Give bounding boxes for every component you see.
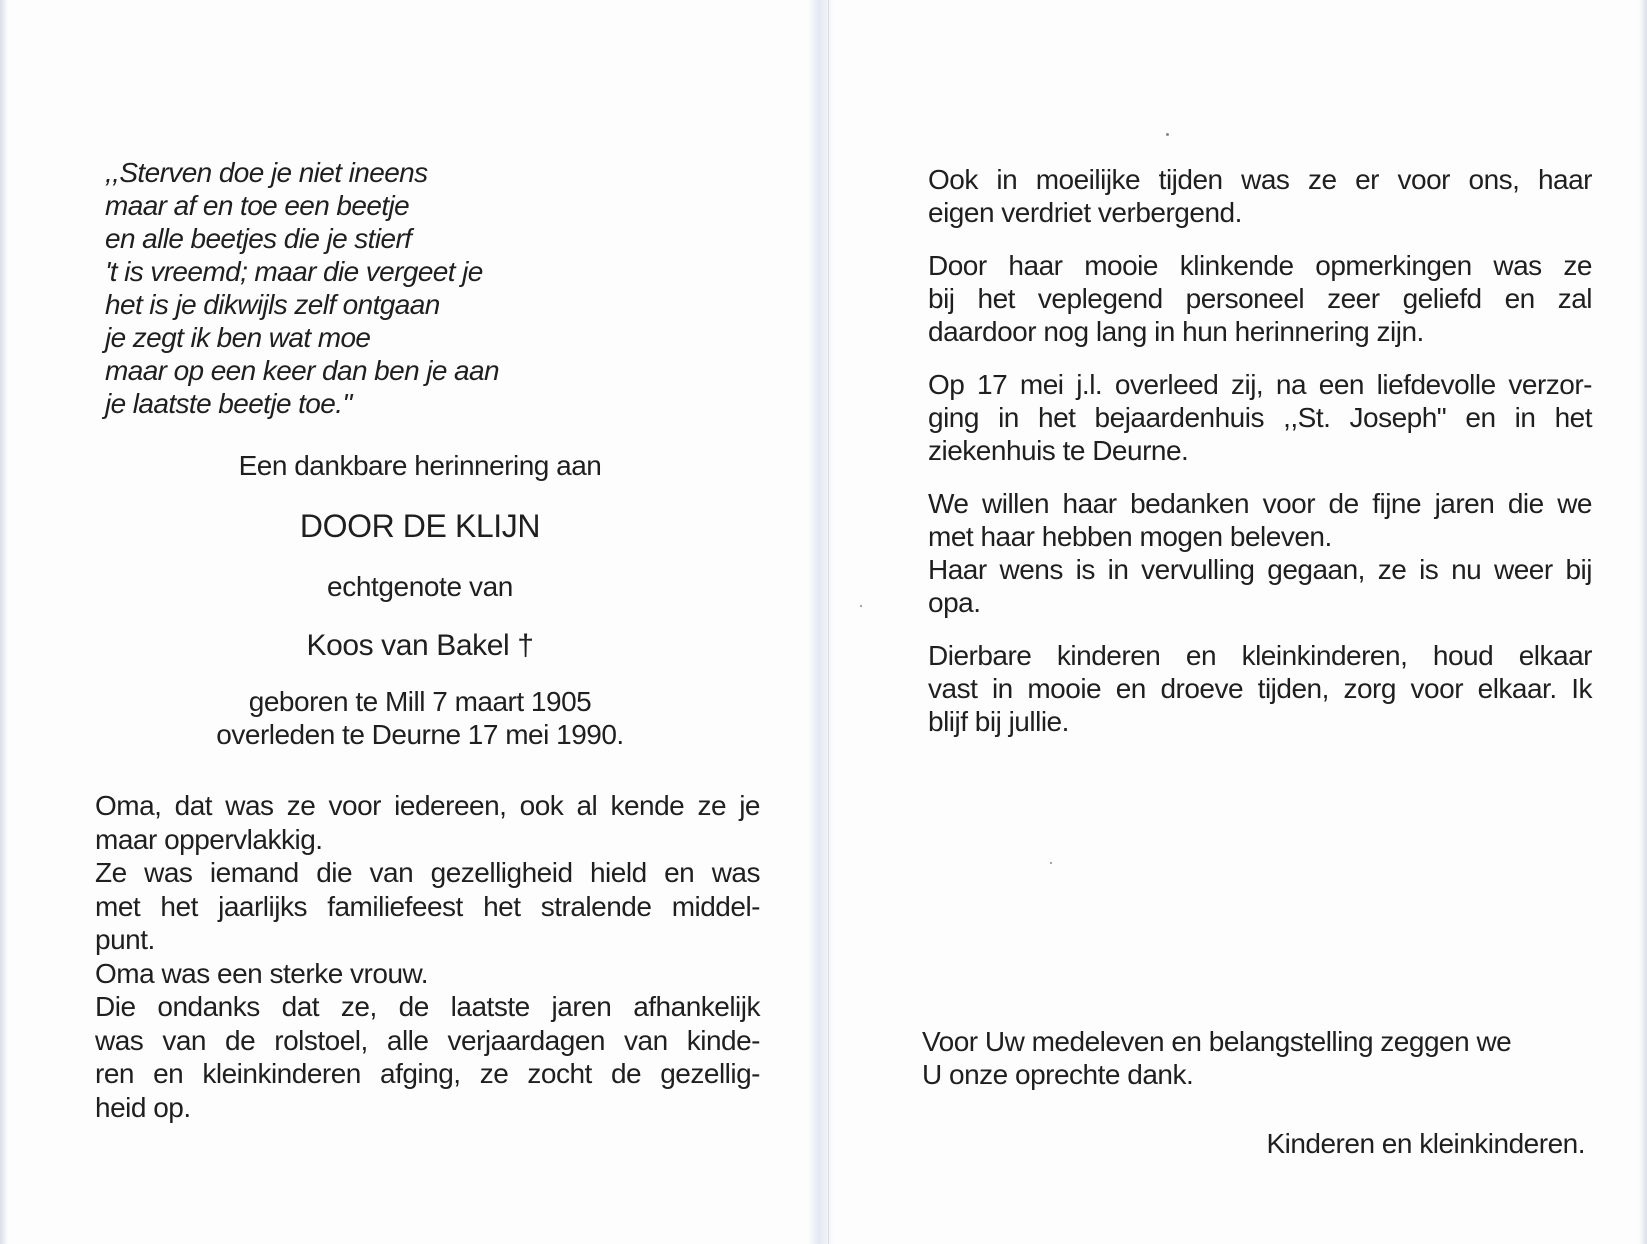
bio-line: heid op.	[95, 1091, 191, 1123]
right-page	[928, 163, 1592, 758]
poem-line: maar op een keer dan ben je aan	[105, 355, 499, 386]
text-line: Op 17 mei j.l. overleed zij, na een liefdevolle verzor-	[928, 369, 1592, 400]
biography	[95, 789, 760, 1124]
poem	[95, 156, 765, 420]
text-line: daardoor nog lang in hun herinnering zijn.	[928, 316, 1424, 347]
paragraph	[928, 249, 1592, 348]
life-dates	[95, 685, 745, 751]
poem-line: je zegt ik ben wat moe	[105, 322, 371, 353]
bio-line: ren en kleinkinderen afging, ze zocht de gezellig-	[95, 1058, 760, 1089]
poem-line: maar af en toe een beetje	[105, 190, 410, 221]
right-page-edge	[1639, 0, 1647, 1244]
text-line: Ook in moeilijke tijden was ze er voor ons, haar	[928, 164, 1592, 195]
text-line: Dierbare kinderen en kleinkinderen, houd elkaar	[928, 640, 1592, 671]
poem-line: het is je dikwijls zelf ontgaan	[105, 289, 440, 320]
deceased-name: DOOR DE KLIJN	[299, 508, 541, 544]
poem-line: 't is vreemd; maar die vergeet je	[105, 256, 483, 287]
birth-line: geboren te Mill 7 maart 1905	[248, 686, 592, 717]
bio-line: was van de rolstoel, alle verjaardagen van kinde-	[95, 1024, 760, 1056]
bio-line: Oma was een sterke vrouw.	[95, 957, 428, 989]
text-line: Haar wens is in vervulling gegaan, ze is nu weer bij	[928, 554, 1592, 585]
bio-line: met het jaarlijks familiefeest het stralende middel-	[95, 890, 760, 922]
poem-line: je laatste beetje toe."	[105, 388, 352, 419]
text-line: We willen haar bedanken voor de fijne jaren die we	[928, 488, 1592, 519]
signature: Kinderen en kleinkinderen.	[1266, 1128, 1585, 1159]
text-line: ging in het bejaardenhuis ,,St. Joseph" en in het	[928, 402, 1592, 433]
left-page	[95, 156, 765, 1124]
deceased-info	[95, 450, 745, 751]
death-line: overleden te Deurne 17 mei 1990.	[216, 719, 624, 750]
paper-speck	[1166, 133, 1169, 136]
paragraph	[928, 487, 1592, 619]
text-line: ziekenhuis te Deurne.	[928, 435, 1189, 466]
paragraph	[928, 163, 1592, 229]
text-line: met haar hebben mogen beleven.	[928, 521, 1332, 552]
poem-line: en alle beetjes die je stierf	[105, 223, 412, 254]
bio-line: maar oppervlakkig.	[95, 823, 323, 855]
fold-crease	[828, 0, 829, 1244]
text-line: opa.	[928, 587, 981, 618]
bio-line: Die ondanks dat ze, de laatste jaren afhankelijk	[95, 991, 760, 1022]
closing-line: Voor Uw medeleven en belangstelling zeggen we	[922, 1026, 1512, 1057]
paper-speck	[1050, 862, 1052, 864]
closing-line: U onze oprechte dank.	[922, 1059, 1194, 1090]
paper-speck	[860, 605, 862, 607]
center-fold	[808, 0, 834, 1244]
poem-line: ,,Sterven doe je niet ineens	[105, 157, 428, 188]
text-line: vast in mooie en droeve tijden, zorg voor elkaar. Ik	[928, 673, 1592, 704]
text-line: bij het veplegend personeel zeer geliefd en zal	[928, 283, 1592, 314]
text-line: eigen verdriet verbergend.	[928, 197, 1242, 228]
paragraph	[928, 639, 1592, 738]
paragraph	[928, 368, 1592, 467]
spouse-label: echtgenote van	[327, 571, 513, 602]
text-line: blijf bij jullie.	[928, 706, 1069, 737]
bio-line: Oma, dat was ze voor iedereen, ook al kende ze je	[95, 790, 760, 821]
spouse-name: Koos van Bakel †	[306, 629, 534, 662]
bio-line: punt.	[95, 924, 155, 955]
text-line: Door haar mooie klinkende opmerkingen was ze	[928, 250, 1592, 281]
bio-line: Ze was iemand die van gezelligheid hield en was	[95, 857, 760, 888]
thank-you-note	[922, 1025, 1597, 1091]
card-subtitle: Een dankbare herinnering aan	[238, 450, 602, 481]
left-page-edge	[0, 0, 8, 1244]
